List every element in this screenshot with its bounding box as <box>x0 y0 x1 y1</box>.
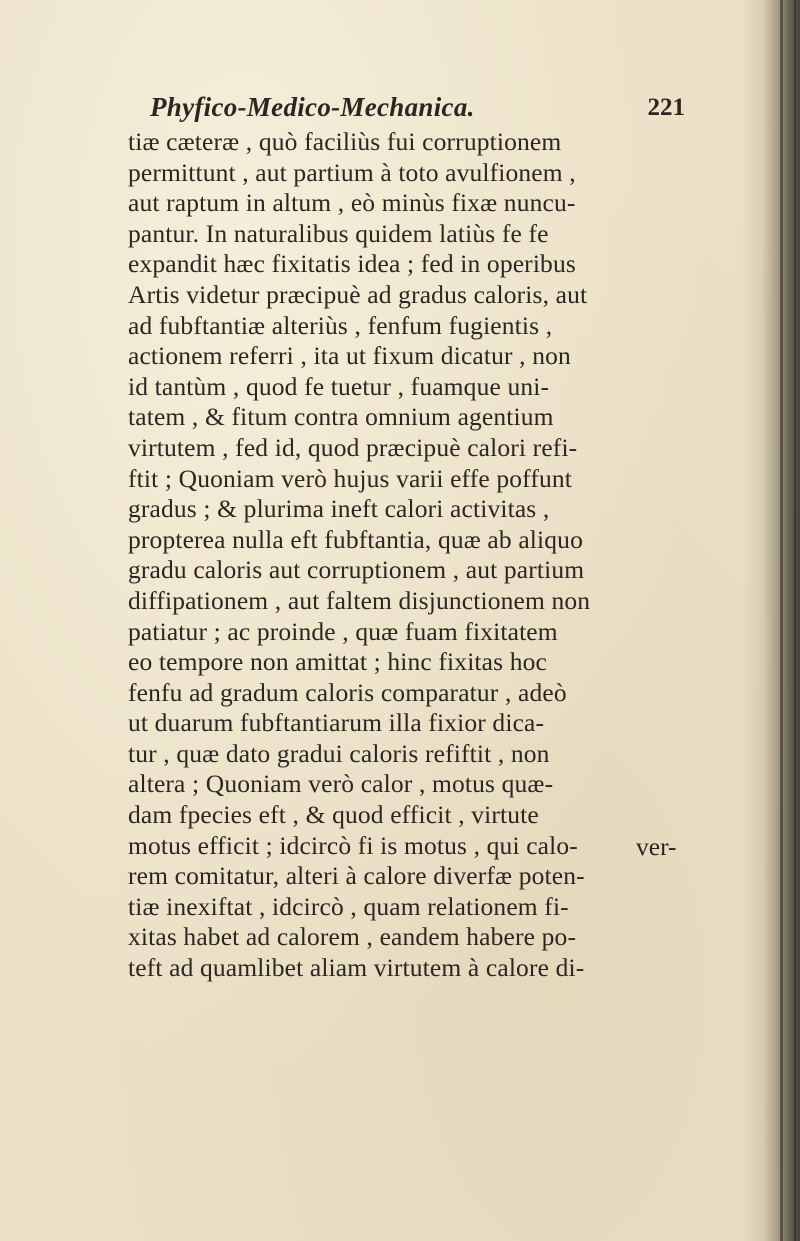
binding-gutter <box>742 0 800 1241</box>
text-line: altera ; Quoniam verò calor , motus quæ- <box>128 769 554 799</box>
gutter-fold-line <box>780 0 783 1241</box>
text-line: gradus ; & plurima ineft calori activitas , <box>128 494 550 524</box>
text-line: pantur. In naturalibus quidem latiùs fe fe <box>128 218 549 248</box>
text-line: xitas habet ad calorem , eandem habere po- <box>128 922 577 952</box>
text-line: aut raptum in altum , eò minùs fixæ nuncu- <box>128 188 576 218</box>
text-line: eo tempore non amittat ; hinc fixitas hoc <box>128 647 547 677</box>
text-line: ad fubftantiæ alteriùs , fenfum fugientis , <box>128 310 553 340</box>
text-line: tiæ cæteræ , quò faciliùs fui corruptionem <box>128 127 562 156</box>
text-line: motus efficit ; idcircò fi is motus , qui calo- <box>128 830 578 860</box>
text-line: actionem referri , ita ut fixum dicatur , non <box>128 341 571 371</box>
text-line: rem comitatur, alteri à calore diverfæ poten- <box>128 861 585 891</box>
text-line: tur , quæ dato gradui caloris refiftit , non <box>128 738 550 768</box>
running-title: Phyfico-Medico-Mechanica. <box>150 92 475 122</box>
text-line: ftit ; Quoniam verò hujus varii effe poffunt <box>128 463 573 493</box>
text-line: virtutem , fed id, quod præcipuè calori refi- <box>128 432 578 462</box>
text-line: diffipationem , aut faltem disjunctionem non <box>128 585 591 615</box>
text-line: fenfu ad gradum caloris comparatur , adeò <box>128 677 567 707</box>
page-header <box>130 92 685 128</box>
text-line: permittunt , aut partium à toto avulfionem , <box>128 157 576 187</box>
page-number: 221 <box>647 94 685 121</box>
text-line: expandit hæc fixitatis idea ; fed in operibus <box>128 249 576 279</box>
text-line: patiatur ; ac proinde , quæ fuam fixitatem <box>128 616 558 646</box>
catchword: ver- <box>636 832 677 861</box>
gutter-fold-line <box>794 0 796 1241</box>
text-line: teft ad quamlibet aliam virtutem à calore di- <box>128 953 585 983</box>
text-line: ut duarum fubftantiarum illa fixior dica- <box>128 708 545 738</box>
text-line: dam fpecies eft , & quod efficit , virtute <box>128 800 539 830</box>
text-line: Artis videtur præcipuè ad gradus caloris, aut <box>128 279 588 309</box>
text-line: id tantùm , quod fe tuetur , fuamque uni- <box>128 371 550 401</box>
text-line: gradu caloris aut corruptionem , aut partium <box>128 555 585 585</box>
text-line: propterea nulla eft fubftantia, quæ ab aliquo <box>128 524 583 554</box>
text-line: tiæ inexiftat , idcircò , quam relationem fi- <box>128 891 569 921</box>
text-line: tatem , & fitum contra omnium agentium <box>128 402 554 432</box>
